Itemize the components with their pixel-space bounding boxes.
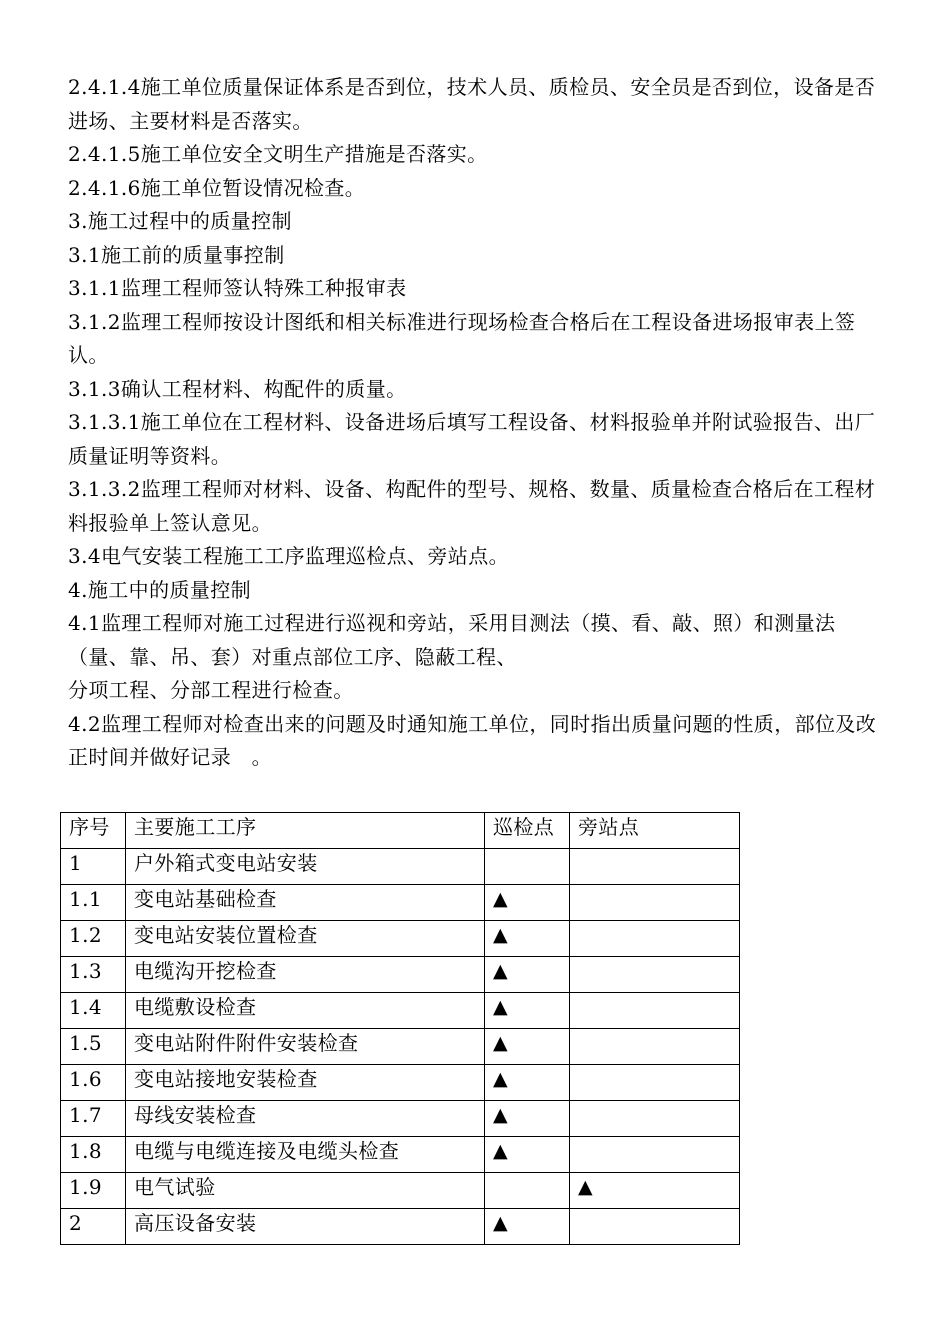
cell-patrol: ▲	[485, 1029, 570, 1065]
table-row	[61, 885, 740, 921]
cell-process: 户外箱式变电站安装	[126, 849, 485, 885]
table-row	[61, 1173, 740, 1209]
cell-no: 1.1	[61, 885, 126, 921]
table-row	[61, 993, 740, 1029]
paragraph: 4.2监理工程师对检查出来的问题及时通知施工单位，同时指出质量问题的性质，部位及改正时间并做好记录 。	[68, 711, 877, 769]
section-heading: 4.施工中的质量控制	[68, 577, 252, 602]
cell-no: 1.8	[61, 1137, 126, 1173]
table-row	[61, 1029, 740, 1065]
cell-process: 电气试验	[126, 1173, 485, 1209]
header-cell-process: 主要施工工序	[126, 813, 485, 849]
cell-standby	[570, 921, 740, 957]
cell-no: 1.7	[61, 1101, 126, 1137]
cell-process: 母线安装检查	[126, 1101, 485, 1137]
table-row	[61, 849, 740, 885]
cell-no: 1.5	[61, 1029, 126, 1065]
cell-standby	[570, 993, 740, 1029]
cell-standby	[570, 1101, 740, 1137]
body-text	[68, 71, 888, 775]
cell-no: 1.3	[61, 957, 126, 993]
cell-patrol: ▲	[485, 957, 570, 993]
cell-no: 1.2	[61, 921, 126, 957]
cell-process: 电缆沟开挖检查	[126, 957, 485, 993]
cell-no: 1.9	[61, 1173, 126, 1209]
table-row	[61, 921, 740, 957]
paragraph: 4.1监理工程师对施工过程进行巡视和旁站，采用目测法（摸、看、敲、照）和测量法（量、靠、吊、套）对重点部位工序、隐蔽工程、	[68, 611, 836, 669]
cell-patrol: ▲	[485, 1101, 570, 1137]
cell-standby	[570, 1065, 740, 1101]
header-cell-no: 序号	[61, 813, 126, 849]
table-row	[61, 1065, 740, 1101]
paragraph: 3.1.3.2监理工程师对材料、设备、构配件的型号、规格、数量、质量检查合格后在工程材料报验单上签认意见。	[68, 477, 876, 535]
table-row	[61, 1101, 740, 1137]
cell-process: 电缆敷设检查	[126, 993, 485, 1029]
header-cell-patrol: 巡检点	[485, 813, 570, 849]
table-row	[61, 1209, 740, 1245]
cell-no: 2	[61, 1209, 126, 1245]
paragraph: 2.4.1.6施工单位暂设情况检查。	[68, 175, 366, 200]
cell-patrol: ▲	[485, 885, 570, 921]
paragraph: 2.4.1.5施工单位安全文明生产措施是否落实。	[68, 142, 488, 166]
cell-standby	[570, 1209, 740, 1245]
cell-standby	[570, 849, 740, 885]
cell-no: 1.4	[61, 993, 126, 1029]
cell-process: 变电站安装位置检查	[126, 921, 485, 957]
paragraph: 2.4.1.4施工单位质量保证体系是否到位，技术人员、质检员、安全员是否到位，设备是否进场、主要材料是否落实。	[68, 75, 876, 133]
cell-patrol	[485, 1173, 570, 1209]
cell-standby	[570, 885, 740, 921]
table-row	[61, 957, 740, 993]
table-header-row	[61, 813, 740, 849]
paragraph: 3.1.1监理工程师签认特殊工种报审表	[68, 276, 407, 300]
cell-standby	[570, 1137, 740, 1173]
table-row	[61, 1137, 740, 1173]
cell-standby	[570, 1029, 740, 1065]
header-cell-standby: 旁站点	[570, 813, 740, 849]
paragraph: 3.4电气安装工程施工工序监理巡检点、旁站点。	[68, 544, 510, 568]
paragraph: 分项工程、分部工程进行检查。	[68, 678, 354, 702]
section-heading: 3.施工过程中的质量控制	[68, 209, 292, 233]
cell-patrol: ▲	[485, 993, 570, 1029]
cell-process: 变电站基础检查	[126, 885, 485, 921]
cell-process: 变电站接地安装检查	[126, 1065, 485, 1101]
cell-patrol: ▲	[485, 1209, 570, 1245]
inspection-points-table	[60, 812, 740, 1245]
cell-patrol	[485, 849, 570, 885]
cell-process: 变电站附件附件安装检查	[126, 1029, 485, 1065]
paragraph: 3.1.2监理工程师按设计图纸和相关标准进行现场检查合格后在工程设备进场报审表上签认。	[68, 309, 856, 367]
cell-standby	[570, 957, 740, 993]
cell-standby: ▲	[570, 1173, 740, 1209]
paragraph: 3.1.3确认工程材料、构配件的质量。	[68, 376, 407, 401]
cell-no: 1.6	[61, 1065, 126, 1101]
paragraph: 3.1.3.1施工单位在工程材料、设备进场后填写工程设备、材料报验单并附试验报告、出厂质量证明等资料。	[68, 410, 876, 468]
subsection-heading: 3.1施工前的质量事控制	[68, 242, 285, 267]
cell-patrol: ▲	[485, 1065, 570, 1101]
cell-patrol: ▲	[485, 1137, 570, 1173]
cell-patrol: ▲	[485, 921, 570, 957]
cell-process: 电缆与电缆连接及电缆头检查	[126, 1137, 485, 1173]
cell-no: 1	[61, 849, 126, 885]
cell-process: 高压设备安装	[126, 1209, 485, 1245]
